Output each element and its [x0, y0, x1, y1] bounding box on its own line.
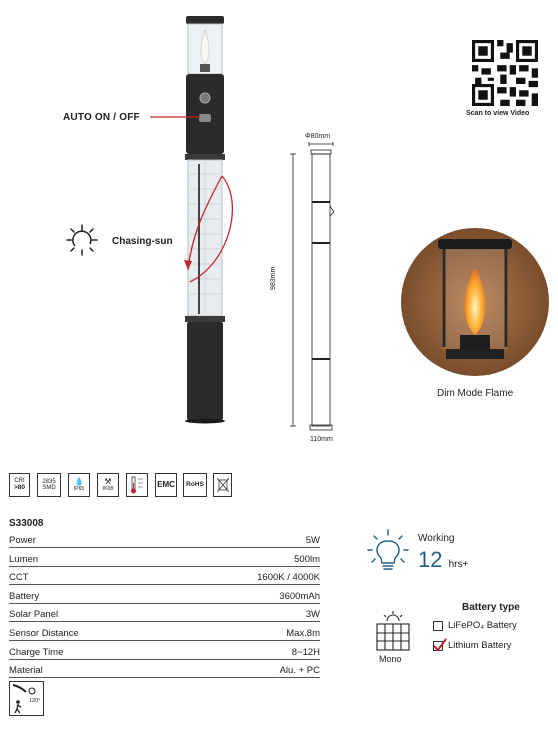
spec-label: Sensor Distance — [9, 628, 79, 639]
temperature-icon — [126, 473, 148, 497]
spec-label: Power — [9, 535, 36, 546]
working-hours: 12 hrs+ — [418, 547, 469, 572]
spec-label: CCT — [9, 572, 29, 584]
emc-badge: EMC — [155, 473, 177, 497]
panel-type-label: Mono — [379, 654, 402, 664]
spec-value: 1600K / 4000K — [257, 572, 320, 584]
spec-value: 500lm — [294, 553, 320, 565]
spec-label: Lumen — [9, 553, 39, 565]
model-number: S33008 — [9, 518, 44, 529]
rotation-arrow-icon — [178, 172, 240, 292]
battery-option-lifepo4: LiFePO₄ Battery — [433, 620, 517, 631]
smd-badge: 2835 SMD — [37, 473, 61, 497]
flame-photo-image — [400, 227, 550, 377]
spec-value: 3W — [305, 609, 320, 621]
spec-value: 3600mAh — [279, 590, 320, 602]
spec-row — [9, 642, 320, 660]
spec-label: Solar Panel — [9, 609, 59, 621]
spec-row — [9, 530, 320, 548]
cri-badge: CRI >80 — [9, 473, 30, 497]
solar-panel-icon — [373, 611, 413, 655]
spec-row — [9, 660, 320, 678]
qr-caption: Scan to view Video — [466, 110, 530, 117]
ik08-badge: ⚒ IK08 — [97, 473, 119, 497]
ip65-badge: 💧 IP65 — [68, 473, 90, 497]
auto-on-off-label: AUTO ON / OFF — [63, 112, 140, 123]
light-bulb-icon — [366, 528, 410, 576]
spec-label: Charge Time — [9, 646, 64, 658]
working-label: Working — [418, 533, 455, 544]
chasing-sun-label: Chasing-sun — [112, 236, 173, 247]
battery-type-title: Battery type — [462, 602, 520, 613]
spec-label: Battery — [9, 590, 40, 602]
sensor-angle-value: 120° — [29, 698, 41, 704]
spec-row — [9, 623, 320, 641]
spec-row — [9, 604, 320, 622]
dim-height-label: 983mm — [270, 266, 277, 290]
sun-icon — [64, 222, 100, 258]
spec-value: 5W — [305, 535, 320, 546]
spec-row — [9, 586, 320, 604]
spec-row — [9, 567, 320, 585]
spec-value: Alu. + PC — [279, 665, 320, 677]
dim-mode-caption: Dim Mode Flame — [437, 388, 514, 399]
checkbox-empty-icon — [433, 621, 443, 631]
spec-value: Max.8m — [286, 628, 320, 639]
dim-top-label: Φ80mm — [305, 133, 331, 140]
spec-label: Material — [9, 665, 43, 677]
weee-bin-icon — [213, 473, 232, 497]
dim-bottom-label: 110mm — [310, 436, 333, 443]
checkbox-checked-icon — [433, 641, 443, 651]
battery-option-lithium: Lithium Battery — [433, 640, 511, 651]
spec-value: 8~12H — [291, 646, 320, 658]
dimension-drawing — [285, 140, 345, 436]
rohs-badge: RoHS — [183, 473, 207, 497]
sensor-angle-box — [9, 681, 44, 716]
qr-code-icon[interactable] — [472, 40, 538, 106]
spec-row — [9, 549, 320, 567]
auto-pointer-line — [150, 114, 200, 120]
